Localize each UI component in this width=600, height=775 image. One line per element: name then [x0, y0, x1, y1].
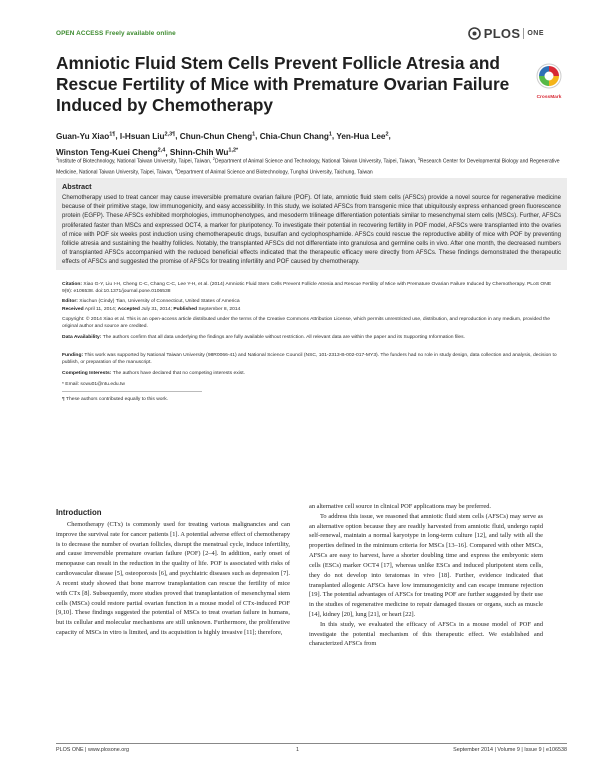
- introduction-heading: Introduction: [56, 508, 102, 517]
- journal-header: [56, 26, 544, 46]
- crossmark-icon: [536, 63, 562, 89]
- author[interactable]: Shinn-Chih $Wu^{1,2*}$: [169, 147, 239, 158]
- corresponding-email[interactable]: * Email: scwu01@ntu.edu.tw: [62, 382, 125, 387]
- footer-journal[interactable]: PLOS ONE | www.plosone.org: [56, 747, 130, 753]
- paragraph: Chemotherapy (CTx) is commonly used for treating various malignancies and can improve the survival rate for cancer patients [1]. A potential adverse effect of chemotherapy is to decrease the number of ovarian follicles, disrupt the menstrual cycle, induce infertility, and cause irreversible premature ovarian failure (POF) [2–4]. In addition, early onset of menopause can result in the reduction in the quality of life. POF is associated with risks of cardiovascular disease [5], osteoporosis [6], and psychiatric diseases such as depression [7]. A recent study showed that bone marrow transplantation can rescue the fertility of mice with CTx [8]. Subsequently, more studies proved that transplantation of mesenchymal stem cells (MSCs) could restore partial ovarian function in a mouse model of CTx-induced POF [9,10]. These findings suggested the potential of MSCs to treat ovarian failure in humans, but its cellular and molecular mechanisms are still unknown. Furthermore, the proliferative capacity of MSCs in vitro is limited, and its acquisition is highly invasive [11]; therefore,: [56, 521, 290, 636]
- open-access-text: OPEN ACCESS Freely available online: [56, 30, 176, 37]
- affiliation-3: Research Center for Developmental Biology and Regenerative Medicine, National Taiwan University, Taipei, Taiwan,: [56, 158, 560, 176]
- footnote-divider: [62, 391, 202, 392]
- author[interactable]: Yen-Hua Lee$^2$: [336, 131, 389, 141]
- page-number: 1: [296, 747, 299, 753]
- article-title: Amniotic Fluid Stem Cells Prevent Follicle Atresia and Rescue Fertility of Mice with Premature Ovarian Failure Induced by Chemotherapy: [56, 53, 510, 115]
- left-column: [56, 520, 290, 638]
- author[interactable]: I-Hsuan Liu$^{2,3\P}$: [119, 131, 176, 141]
- data-availability: Data Availability: The authors confirm that all data underlying the findings are fully available without restriction. All relevant data are within the paper and its Supporting Information files.: [62, 335, 466, 340]
- author[interactable]: Chia-Chun Chang$^1$: [259, 131, 332, 141]
- affiliation-2: Department of Animal Science and Technology, National Taiwan University, Taipei, Taiwan,: [214, 158, 417, 165]
- abstract-text: Chemotherapy used to treat cancer may cause irreversible premature ovarian failure (POF). Of late, amniotic fluid stem cells (AFSCs) provide a novel source for regenerative medicine because of their primitive stage, low immunogenicity, and easy accessibility. In this study, we isolated AFSCs from transgenic mice that ubiquitously express enhanced green fluorescence protein (EGFP). These AFSCs exhibited morphologies, immunophenotypes, and mesoderm trilineage differentiation potentials similar to mesenchymal stem cells (MSCs). Further, AFSCs proliferated faster than MSCs and expressed OCT4, a marker for pluripotency. To investigate their potential in recovering fertility in POF model, AFSCs were transplanted into the ovaries of mice with POF six weeks post induction using chemotherapeutic drugs, busulfan and cyclophosphamide. AFSCs could rescue the reproductive ability of mice with POF by preventing follicle atresia and sustaining the healthy follicles. Notably, the transplanted AFSCs did not differentiate into granulosa and germline cells in vivo. After one month, the decreased numbers of transplanted AFSCs accompanied with the reduced beneficial effects indicated that the therapeutic efficacy were directly from AFSCs. These findings demonstrated the therapeutic effects of AFSCs and suggested the promise of AFSCs for treating infertility and POF caused by chemotherapy.: [62, 195, 561, 266]
- funding: Funding: This work was supported by National Taiwan University (98R0066-41) and National Science Council (NSC, 101-2313-B-002-017-MY3). The funders had no role in study design, data collection and analysis, decision to publish, or preparation of the manuscript.: [62, 353, 557, 366]
- crossmark-badge[interactable]: [531, 63, 567, 100]
- affiliation-1: Institute of Biotechnology, National Taiwan University, Taipei, Taiwan,: [58, 158, 212, 165]
- open-access-banner: [56, 30, 176, 37]
- copyright: Copyright: © 2014 Xiao et al. This is an open-access article distributed under the terms of the Creative Commons Attribution License, which permits unrestricted use, distribution, and reproduction in any medium, provided the original author and source are credited.: [62, 317, 550, 330]
- affiliations: $^1$Institute of Biotechnology, National Taiwan University, Taipei, Taiwan, $^2$Department of Animal Science and Technology, National Taiwan University, Taipei, Taiwan, $^3$Research Center for Developmental Biology and Regenerative Medicine, National Taiwan University, Taipei, Taiwan, $^4$Department of Animal Science and Biotechnology, Tunghai University, Taichung, Taiwan: [56, 157, 560, 176]
- plos-globe-icon: [468, 27, 481, 40]
- paragraph: To address this issue, we reasoned that amniotic fluid stem cells (AFSCs) may serve as an alternative option because they are readily harvested from amniotic fluid, undergo rapid self-renewal, maintain a normal karyotype in long-term culture [12], and tally with all the properties defined in the minimum criteria for MSCs [13–16]. Compared with other MSCs, AFSCs are easy to harvest, have a shorter doubling time and express the embryonic stem cells (ESCs) marker OCT4 [17], whereas unlike ESCs and induced pluripotent stem cells, they do not develop into teratomas in vivo [18]. Further, evidence indicated that transplanted allogenic AFSCs have low immunogenicity and can escape immune rejection [19]. The potential advantages of AFSCs for treating POF are further suggested by their use in the studies of regenerative medicine to repair damaged tissues or organs, such as muscle [14], kidney [20], lung [21], or heart [22].: [309, 512, 543, 618]
- citation: Citation: Xiao G-Y, Liu I-H, Cheng C-C, Chang C-C, Lee Y-H, et al. (2014) Amniotic Fluid Stem Cells Prevent Follicle Atresia and Rescue Fertility of Mice with Premature Ovarian Failure Induced by Chemotherapy. PLoS ONE 9(9): e106538. doi:10.1371/journal.pone.0106538: [62, 282, 552, 295]
- abstract-heading: Abstract: [62, 182, 92, 191]
- equal-contribution-note: ¶ These authors contributed equally to this work.: [62, 397, 169, 402]
- competing-interests: Competing Interests: The authors have declared that no competing interests exist.: [62, 371, 245, 376]
- author-list: Guan-Yu Xiao$^{1\P}$, I-Hsuan Liu$^{2,3\P}$, Chun-Chun Cheng$^1$, Chia-Chun Chang$^1$, Yen-Hua Lee$^2$, Winston Teng-Kuei Cheng$^{2,4}$, Shinn-Chih $Wu^{1,2*}$: [56, 131, 391, 158]
- author[interactable]: Guan-Yu Xiao$^{1\P}$: [56, 131, 116, 141]
- paragraph: In this study, we evaluated the efficacy of AFSCs in a mouse model of POF and investigate the potential mechanism of this therapeutic effect. We established and characterized AFSCs from: [309, 620, 543, 648]
- editor: Editor: Xiuchun (Cindy) Tian, University of Connecticut, United States of America: [62, 299, 240, 304]
- one-wordmark: ONE: [527, 30, 544, 37]
- author[interactable]: Winston Teng-Kuei Cheng$^{2,4}$: [56, 147, 166, 158]
- footer-divider: [56, 743, 567, 744]
- author[interactable]: Chun-Chun Cheng$^1$: [179, 131, 256, 141]
- logo-divider: [523, 28, 524, 39]
- paragraph: an alternative cell source in clinical POF applications may be preferred.: [309, 503, 491, 510]
- crossmark-label: CrossMark: [536, 95, 562, 100]
- footer-issue: September 2014 | Volume 9 | Issue 9 | e106538: [453, 747, 567, 753]
- plos-wordmark: PLOS: [483, 26, 521, 41]
- dates: Received April 11, 2014; Accepted July 31, 2014; Published September 8, 2014: [62, 307, 241, 312]
- affiliation-4: Department of Animal Science and Biotechnology, Tunghai University, Taichung, Taiwan: [176, 169, 373, 176]
- right-column: [309, 502, 543, 649]
- plos-one-logo: [468, 26, 544, 41]
